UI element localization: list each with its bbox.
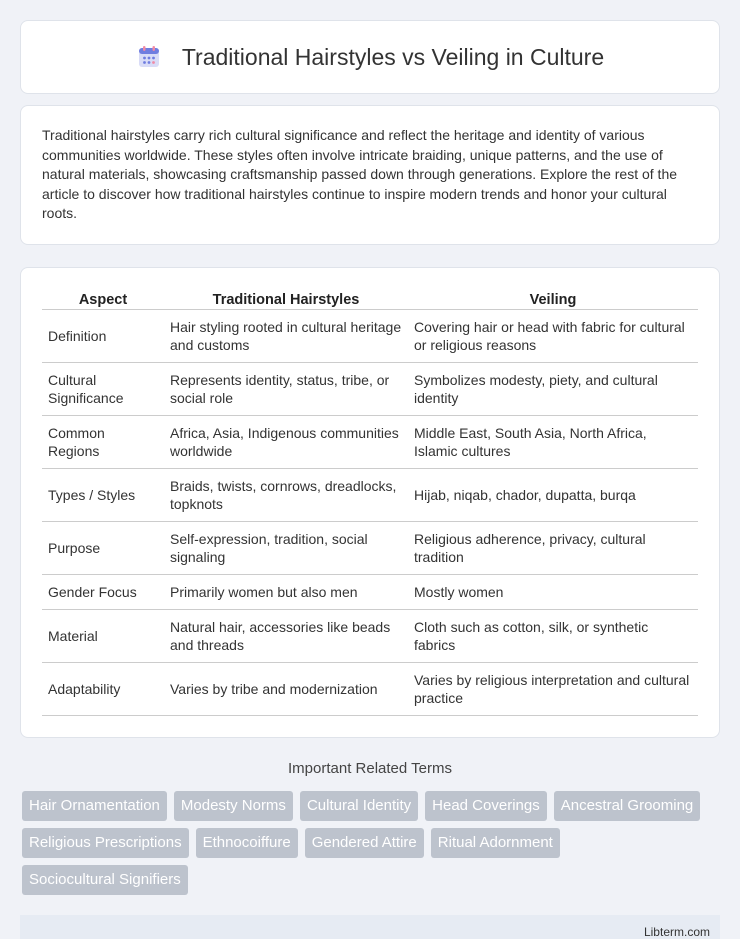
related-term-tag[interactable]: Ancestral Grooming	[554, 791, 701, 821]
cell-traditional-hairstyles: Varies by tribe and modernization	[164, 663, 408, 716]
related-term-tag[interactable]: Head Coverings	[425, 791, 547, 821]
intro-card	[20, 105, 720, 245]
cell-veiling: Religious adherence, privacy, cultural tradition	[408, 522, 698, 575]
related-term-tag[interactable]: Religious Prescriptions	[22, 828, 189, 858]
cell-veiling: Symbolizes modesty, piety, and cultural identity	[408, 363, 698, 416]
cell-aspect: Material	[42, 610, 164, 663]
column-header-traditional-hairstyles: Traditional Hairstyles	[164, 288, 408, 310]
cell-aspect: Types / Styles	[42, 469, 164, 522]
table-body	[42, 310, 698, 716]
cell-veiling: Cloth such as cotton, silk, or synthetic fabrics	[408, 610, 698, 663]
page-title: Traditional Hairstyles vs Veiling in Culture	[181, 43, 605, 70]
related-term-tag[interactable]: Modesty Norms	[174, 791, 293, 821]
related-terms-list	[22, 791, 720, 902]
cell-veiling: Varies by religious interpretation and cultural practice	[408, 663, 698, 716]
related-term-tag[interactable]: Ritual Adornment	[431, 828, 560, 858]
column-header-aspect: Aspect	[42, 288, 164, 310]
related-term-tag[interactable]: Cultural Identity	[300, 791, 418, 821]
cell-aspect: Cultural Significance	[42, 363, 164, 416]
related-terms-title: Important Related Terms	[288, 759, 452, 777]
table-row	[42, 663, 698, 716]
cell-veiling: Covering hair or head with fabric for cultural or religious reasons	[408, 310, 698, 363]
cell-traditional-hairstyles: Hair styling rooted in cultural heritage and customs	[164, 310, 408, 363]
cell-traditional-hairstyles: Africa, Asia, Indigenous communities worldwide	[164, 416, 408, 469]
column-header-veiling: Veiling	[408, 288, 698, 310]
intro-text: Traditional hairstyles carry rich cultural significance and reflect the heritage and identity of various communities worldwide. These styles often involve intricate braiding, unique patterns, and the use of natural materials, showcasing craftsmanship passed down through generations. Explore the rest of the article to discover how traditional hairstyles continue to inspire modern trends and honor your cultural roots.	[42, 127, 678, 221]
cell-veiling: Middle East, South Asia, North Africa, Islamic cultures	[408, 416, 698, 469]
comparison-table	[42, 288, 698, 716]
calendar-icon	[136, 44, 162, 70]
table-row	[42, 416, 698, 469]
table-row	[42, 469, 698, 522]
footer	[20, 915, 720, 939]
related-term-tag[interactable]: Hair Ornamentation	[22, 791, 167, 821]
title-card	[20, 20, 720, 94]
related-term-tag[interactable]: Gendered Attire	[305, 828, 424, 858]
table-row	[42, 610, 698, 663]
cell-traditional-hairstyles: Self-expression, tradition, social signaling	[164, 522, 408, 575]
table-row	[42, 363, 698, 416]
table-header-row	[42, 288, 698, 310]
cell-traditional-hairstyles: Braids, twists, cornrows, dreadlocks, topknots	[164, 469, 408, 522]
cell-veiling: Hijab, niqab, chador, dupatta, burqa	[408, 469, 698, 522]
table-row	[42, 522, 698, 575]
cell-veiling: Mostly women	[408, 575, 698, 610]
cell-aspect: Adaptability	[42, 663, 164, 716]
cell-aspect: Gender Focus	[42, 575, 164, 610]
table-row	[42, 575, 698, 610]
cell-aspect: Definition	[42, 310, 164, 363]
cell-aspect: Purpose	[42, 522, 164, 575]
footer-site-name: Libterm.com	[643, 924, 710, 939]
related-term-tag[interactable]: Ethnocoiffure	[196, 828, 298, 858]
cell-aspect: Common Regions	[42, 416, 164, 469]
comparison-table-card	[20, 267, 720, 738]
cell-traditional-hairstyles: Represents identity, status, tribe, or social role	[164, 363, 408, 416]
cell-traditional-hairstyles: Natural hair, accessories like beads and threads	[164, 610, 408, 663]
cell-traditional-hairstyles: Primarily women but also men	[164, 575, 408, 610]
related-term-tag[interactable]: Sociocultural Signifiers	[22, 865, 188, 895]
table-row	[42, 310, 698, 363]
